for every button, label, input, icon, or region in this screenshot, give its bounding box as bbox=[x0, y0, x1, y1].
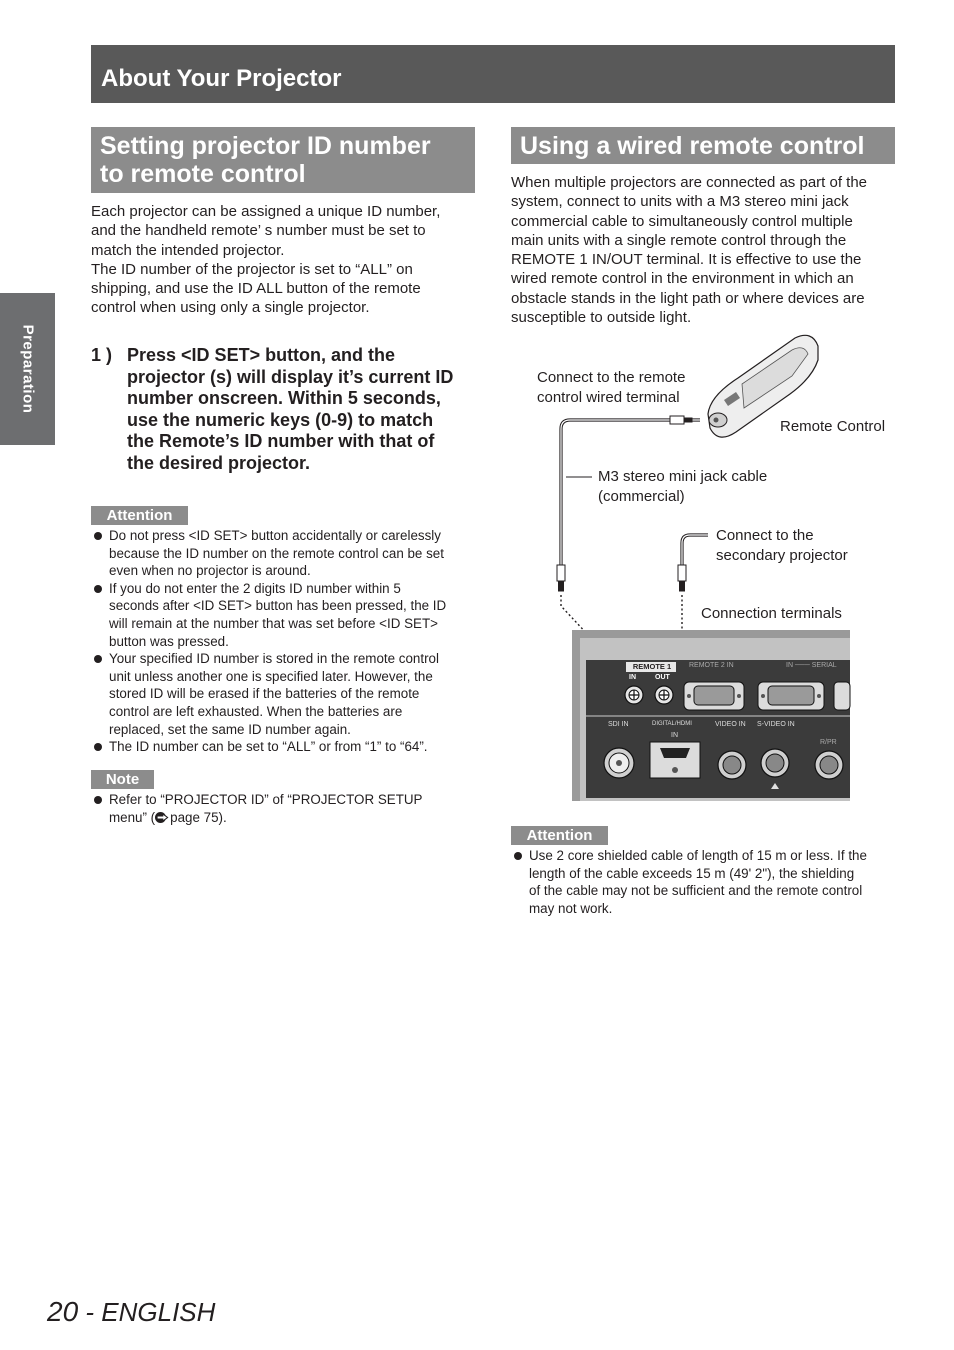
text-line: REMOTE 1 IN/OUT terminal. It is effective to use the bbox=[511, 251, 862, 269]
panel-label-in: IN bbox=[629, 674, 636, 681]
panel-label-svideo: S-VIDEO IN bbox=[757, 721, 795, 728]
text-fragment: menu” ( bbox=[109, 809, 156, 825]
step-line: Press <ID SET> button, and the bbox=[127, 345, 396, 365]
footer-language: - ENGLISH bbox=[78, 1297, 216, 1327]
left-heading-line1: Setting projector ID number bbox=[100, 132, 431, 160]
text-line: The ID number of the projector is set to “ALL” on bbox=[91, 260, 413, 278]
text-line: length of the cable exceeds 15 m (49' 2"), the shielding bbox=[529, 865, 855, 881]
label-connection-terminals: Connection terminals bbox=[701, 605, 842, 622]
right-heading-text: Using a wired remote control bbox=[520, 132, 865, 160]
section-header-title: About Your Projector bbox=[101, 65, 342, 92]
step-line: the desired projector. bbox=[127, 452, 311, 473]
panel-label-serial: IN ─── SERIAL bbox=[786, 662, 837, 669]
panel-label-dvi: DIGITAL/HDMI bbox=[652, 721, 692, 727]
label-secondary-projector bbox=[716, 526, 896, 565]
text-line: match the intended projector. bbox=[91, 241, 285, 259]
text-line: main units with a single remote control through the bbox=[511, 231, 847, 249]
panel-label-remote2: REMOTE 2 IN bbox=[689, 662, 734, 669]
panel-label-remote1: REMOTE 1 bbox=[632, 662, 672, 671]
text-line: system, connect to units with a M3 stereo mini jack bbox=[511, 193, 849, 211]
text-line: and the handheld remote’ s number must be set to bbox=[91, 222, 426, 240]
text-line: Use 2 core shielded cable of length of 15 m or less. If the bbox=[529, 848, 867, 863]
text-line: even when no projector is around. bbox=[109, 563, 311, 579]
text-line: Connect to the bbox=[716, 527, 814, 544]
text-line: Connect to the remote bbox=[537, 369, 686, 386]
attention-label-right: Attention bbox=[511, 826, 608, 845]
list-item bbox=[511, 847, 903, 917]
step-line: number onscreen. Within 5 seconds, bbox=[127, 388, 441, 409]
text-line: shipping, and use the ID ALL button of the remote bbox=[91, 280, 421, 298]
step-line: the Remote’s ID number with that of bbox=[127, 431, 435, 452]
text-line: When multiple projectors are connected as part of the bbox=[511, 174, 868, 191]
panel-label-out: OUT bbox=[655, 674, 670, 681]
label-remote-control: Remote Control bbox=[780, 418, 886, 435]
text-line: secondary projector bbox=[716, 546, 848, 564]
text-line: control when using only a single projector. bbox=[91, 299, 370, 317]
text-line: control wired terminal bbox=[537, 388, 680, 406]
text-line: The ID number can be set to “ALL” or from “1” to “64”. bbox=[109, 739, 428, 755]
left-heading-line2: to remote control bbox=[100, 160, 306, 188]
text-line: of the cable may not be sufficient and the remote control bbox=[529, 883, 863, 899]
attention-label: Attention bbox=[91, 506, 188, 525]
terminal-panel bbox=[572, 630, 850, 801]
text-line: obstacle stands in the light path or where devices are bbox=[511, 289, 865, 307]
page-footer bbox=[47, 1296, 215, 1328]
text-line: Each projector can be assigned a unique ID number, bbox=[91, 203, 441, 220]
attention-list-right bbox=[511, 847, 903, 917]
cable-secondary bbox=[682, 535, 708, 565]
step-line: use the numeric keys (0-9) to match bbox=[127, 409, 434, 430]
text-line: will remain at the number that was set before <ID SET> bbox=[109, 615, 438, 631]
text-line: stored ID will be erased if the batteries of the remote bbox=[109, 686, 420, 702]
text-line: wired remote control in the environment in which an bbox=[511, 270, 854, 288]
text-line: because the ID number on the remote control can be set bbox=[109, 545, 444, 561]
text-line: may not work. bbox=[529, 900, 613, 916]
panel-label-sdi: SDI IN bbox=[608, 721, 629, 728]
label-connect-remote bbox=[537, 368, 737, 407]
text-line: unit unless another one is specified later. However, the bbox=[109, 668, 433, 684]
text-fragment: page 75). bbox=[170, 809, 227, 825]
text-line: control are left exhausted. When the batteries are bbox=[109, 703, 403, 719]
panel-label-video: VIDEO IN bbox=[715, 721, 746, 728]
text-line: (commercial) bbox=[598, 487, 685, 505]
text-line: If you do not enter the 2 digits ID number within 5 bbox=[109, 580, 401, 596]
text-line: Refer to “PROJECTOR ID” of “PROJECTOR SETUP bbox=[109, 792, 423, 807]
text-line: button was pressed. bbox=[109, 633, 229, 649]
note-label: Note bbox=[91, 770, 154, 789]
text-line: commercial cable to simultaneously control multiple bbox=[511, 212, 853, 230]
text-line: Do not press <ID SET> button accidentally or carelessly bbox=[109, 528, 441, 543]
step-line: projector (s) will display it’s current ID bbox=[127, 366, 454, 387]
step-number: 1 ) bbox=[91, 345, 113, 365]
label-cable bbox=[598, 467, 818, 506]
text-line: replaced, set the same ID number again. bbox=[109, 721, 351, 737]
panel-label-dvi-in: IN bbox=[671, 732, 678, 739]
page-number: 20 bbox=[47, 1296, 79, 1327]
side-tab-label: Preparation bbox=[19, 324, 36, 414]
text-line: Your specified ID number is stored in the remote control bbox=[109, 651, 439, 667]
text-line: seconds after <ID SET> button has been pressed, the ID bbox=[109, 598, 447, 614]
text-line: susceptible to outside light. bbox=[511, 309, 692, 327]
panel-label-rpr: R/PR bbox=[820, 739, 837, 746]
text-line: M3 stereo mini jack cable bbox=[598, 468, 768, 485]
